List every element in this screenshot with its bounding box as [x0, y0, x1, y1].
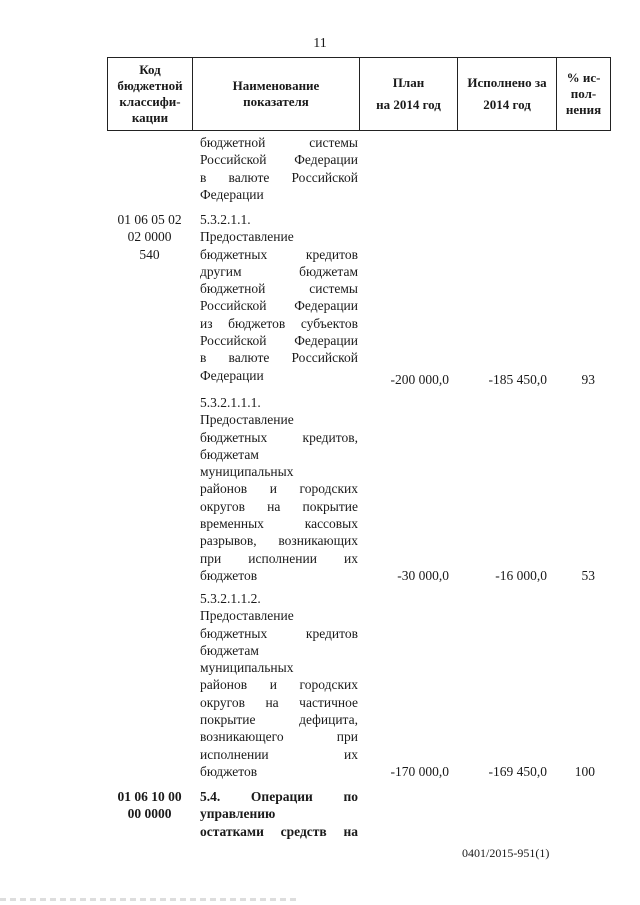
pct-value: 93 [581, 372, 595, 387]
code-line: 540 [139, 246, 160, 262]
text-line: бюджетам [200, 446, 259, 462]
code-line: 00 0000 [127, 806, 172, 822]
text-line: бюджетных кредитов [200, 246, 358, 262]
text-line: остатками средств на [200, 823, 358, 839]
text-line: бюджетных кредитов, [200, 429, 358, 445]
text-line: в валюте Российской [200, 169, 358, 185]
text-line: Предоставление [200, 608, 294, 624]
text-line: районов и городских [200, 481, 358, 497]
code-line: 02 0000 [127, 229, 172, 245]
text-line: бюджетных кредитов [200, 625, 358, 641]
header-plan-line: на 2014 год [376, 97, 441, 112]
text-line: в валюте Российской [200, 350, 358, 366]
page-number: 11 [313, 36, 327, 51]
text-line: бюджетов [200, 763, 258, 779]
text-line: 5.3.2.1.1.2. [200, 591, 261, 606]
text-line: управлению [200, 806, 276, 822]
text-line: Российской Федерации [200, 298, 358, 314]
header-plan-line: План [392, 75, 425, 90]
text-line: 5.3.2.1.1. [200, 212, 251, 227]
text-line: округов на покрытие [200, 498, 358, 514]
header-plan-column [360, 58, 458, 130]
text-line: Федерации [200, 367, 264, 383]
text-line: 5.4. Операции по [200, 789, 358, 804]
done-value: -169 450,0 [488, 764, 547, 779]
text-line: Предоставление [200, 412, 294, 428]
header-code-column [108, 58, 193, 130]
code-line: 01 06 10 00 [117, 789, 182, 804]
header-done-line: 2014 год [483, 97, 531, 112]
header-name-column [193, 58, 360, 130]
header-pct-line: нения [565, 102, 602, 117]
text-line: при исполнении их [200, 550, 358, 566]
plan-value: -170 000,0 [390, 764, 449, 779]
header-done-column [458, 58, 557, 130]
code-line: 01 06 05 02 [117, 212, 182, 227]
text-line: округов на частичное [200, 694, 358, 710]
header-code-line: бюджетной [117, 78, 183, 93]
row-name [200, 788, 358, 840]
text-line: районов и городских [200, 677, 358, 693]
header-pct-column [557, 58, 610, 130]
document-code: 0401/2015-951(1) [462, 846, 550, 860]
table-header [107, 57, 611, 131]
text-line: Российской Федерации [200, 152, 358, 168]
text-line: бюджетам [200, 642, 259, 658]
row-code [107, 788, 192, 823]
done-value: -16 000,0 [495, 568, 547, 583]
text-line: временных кассовых [200, 516, 358, 532]
header-code-line: Код [139, 62, 161, 77]
text-line: исполнении их [200, 746, 358, 762]
text-line: разрывов, возникающих [200, 533, 358, 549]
pct-value: 53 [581, 568, 595, 583]
row-name [200, 590, 358, 780]
scan-artifact [0, 898, 300, 901]
text-line: из бюджетов субъектов [200, 315, 358, 331]
text-line: Федерации [200, 186, 264, 202]
header-done-line: Исполнено за [467, 75, 547, 90]
text-line: муниципальных [200, 660, 294, 676]
done-value: -185 450,0 [488, 372, 547, 387]
text-line: Российской Федерации [200, 333, 358, 349]
text-line: Предоставление [200, 229, 294, 245]
header-name-line: показателя [243, 94, 309, 109]
text-line: бюджетной системы [200, 281, 358, 297]
text-line: бюджетной системы [200, 135, 358, 150]
header-pct-line: пол- [570, 86, 597, 101]
row-name [200, 394, 358, 584]
text-line: бюджетов [200, 567, 258, 583]
row-code [107, 211, 192, 263]
pct-value: 100 [574, 764, 595, 779]
header-code-line: классифи- [119, 94, 181, 109]
text-line: другим бюджетам [200, 263, 358, 279]
text-line: возникающего при [200, 729, 358, 745]
header-pct-line: % ис- [566, 70, 601, 85]
text-line: муниципальных [200, 464, 294, 480]
plan-value: -200 000,0 [390, 372, 449, 387]
plan-value: -30 000,0 [397, 568, 449, 583]
row-name [200, 211, 358, 384]
text-line: 5.3.2.1.1.1. [200, 395, 261, 410]
header-code-line: кации [131, 110, 169, 125]
header-name-line: Наименование [232, 78, 320, 93]
text-line: покрытие дефицита, [200, 712, 358, 728]
continued-text [200, 134, 358, 203]
